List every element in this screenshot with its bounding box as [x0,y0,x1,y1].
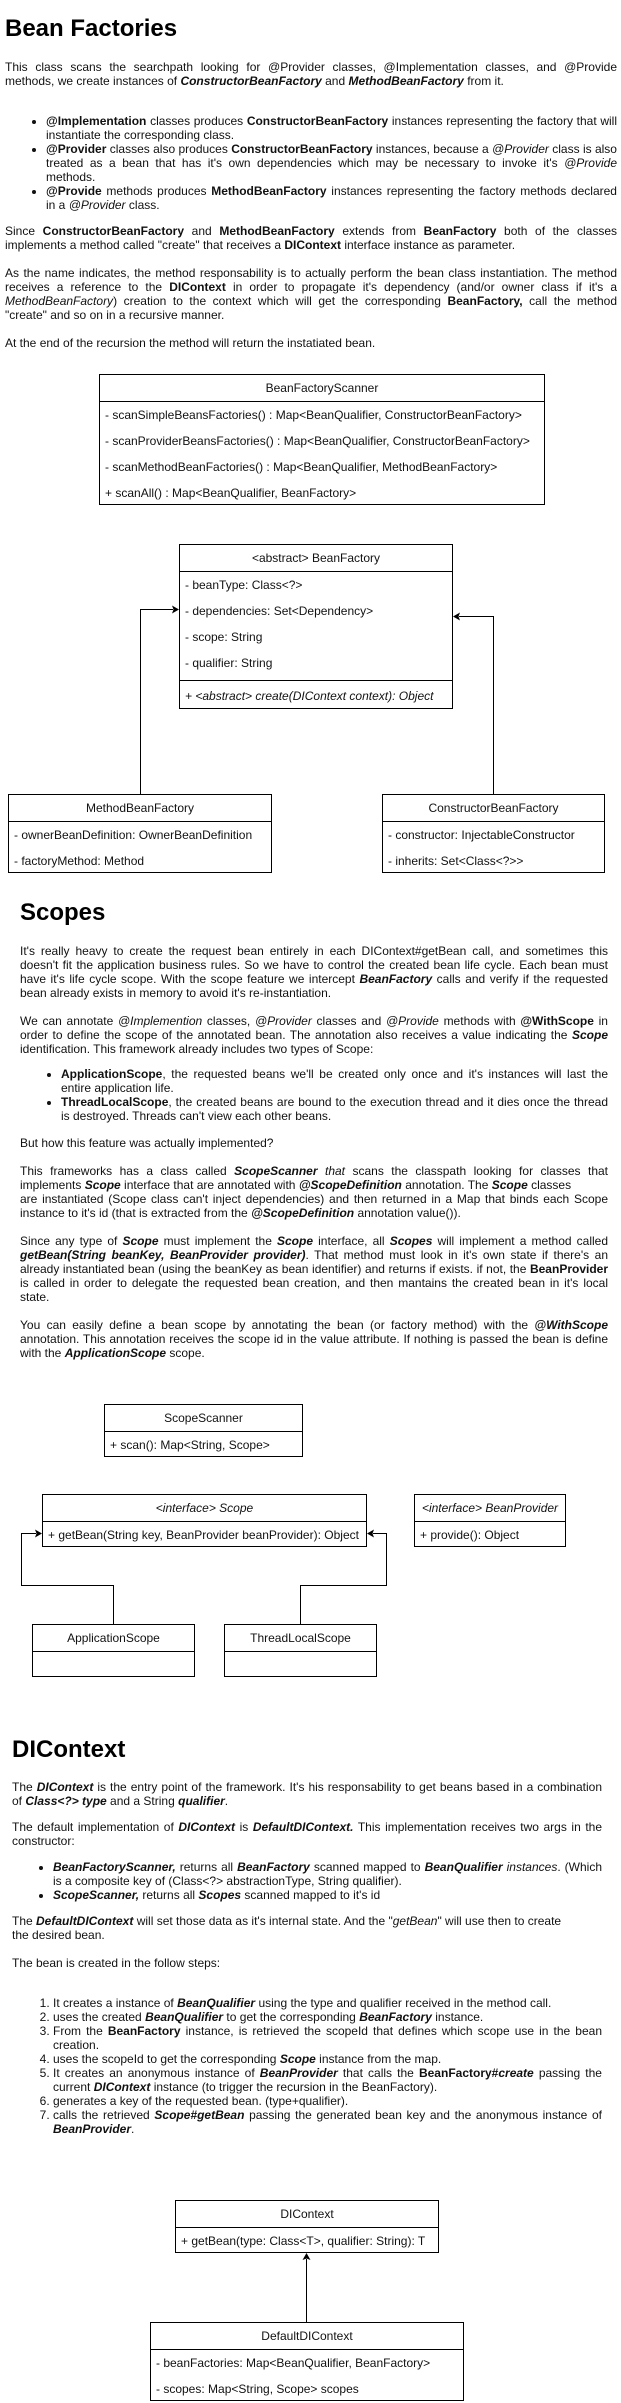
text-run: Scope [122,1234,159,1248]
text-run: annotation. This annotation receives the scope id in the value attribute. If nothing is passed the bean is define with the [20,1332,608,1360]
text-run: @ScopeDefinition [251,1206,355,1220]
text-run: Scope [279,2052,316,2066]
arrowhead-icon [35,1530,42,1538]
text-run: BeanFactory# [418,2066,499,2080]
text-run: generates a key of the requested bean. (type+qualifier). [53,2094,349,2108]
text-run: BeanQualifier [145,2010,224,2024]
text-run: in order to propagate it's dependency (and/or owner class if it's a [225,280,617,294]
text-run: identification. This framework already includes two types of Scope: [20,1042,374,1056]
text-run: @Implemention [117,1014,203,1028]
text-run: classes produces [146,114,247,128]
class-member: - qualifier: String [185,656,273,670]
class-member: + provide(): Object [420,1528,520,1542]
text-run: from it. [463,74,504,88]
text-run: annotation. The [401,1178,492,1192]
class-member: - scanMethodBeanFactories() : Map<BeanQualifier, MethodBeanFactory> [105,460,498,474]
text-run: . [224,1794,229,1808]
text-run: MethodBeanFactory [219,224,335,238]
inheritance-line-constructor-bean-factory [459,617,494,795]
text-run: From the [53,2024,108,2038]
text-run: methods produces [101,184,212,198]
text-run: passing the generated bean key and the anonymous instance of [244,2108,602,2122]
text-run: DIContext [93,2080,151,2094]
class-member: - constructor: InjectableConstructor [388,828,575,842]
text-run: extends from [334,224,424,238]
text-run: The bean is created in the follow steps: [12,1956,221,1970]
text-run: ApplicationScope [64,1346,167,1360]
class-name: ScopeScanner [105,1405,302,1432]
class-member: - scanProviderBeansFactories() : Map<BeanQualifier, ConstructorBeanFactory> [105,434,530,448]
text-run: ) creation to the context which will get the corresponding [113,294,448,308]
text-run: @WithScope [520,1014,594,1028]
text-run: Since any type of [20,1234,123,1248]
text-run: " will use then to create [437,1914,562,1928]
text-run: @Provide [46,184,102,198]
text-run: The [12,1914,37,1928]
text-run: classes also produces [106,142,232,156]
text-run: ThreadLocalScope [61,1095,169,1109]
text-run: MethodBeanFactory [211,184,327,198]
text-run: instance from the map. [315,2052,442,2066]
text-run: , the requested beans we'll be created only once and it's instances will last the entire application life. [61,1067,608,1095]
text-run: instances [502,1860,558,1874]
text-run: using the type and qualifier received in the method call. [255,1996,552,2010]
text-run: @ScopeDefinition [298,1178,402,1192]
text-run: are instantiated (Scope class can't inject dependencies) and then returned in a Map that binds each Scope instance to it's id (that is extracted from the [20,1192,608,1220]
text-run: is [235,1820,253,1834]
text-run: @Provider [46,142,107,156]
text-run: getBean [392,1914,438,1928]
inheritance-line-method-bean-factory [141,610,174,795]
text-run: interface instance as parameter. [341,238,516,252]
text-run: This class scans the searchpath looking for @Provider classes, @Implementation classes, and @Provide methods, we create instances of [5,60,617,88]
text-run: Class<?> type [25,1794,107,1808]
arrowhead-icon [453,613,460,621]
class-method: + <abstract> create(DIContext context): Object [180,680,452,711]
text-run: As the name indicates, the method responsability is to actually perform the bean class instantiation. The method receives a reference to the [5,266,617,294]
class-name: <abstract> BeanFactory [180,545,452,572]
class-member: - beanFactories: Map<BeanQualifier, BeanFactory> [156,2356,431,2370]
text-run: scanned mapped to it's id [241,1888,381,1902]
text-run: BeanFactory, [447,294,523,308]
text-run: @Provider [254,1014,312,1028]
class-name: DIContext [176,2201,438,2228]
text-run: The [12,1780,37,1794]
section-title-scopes: Scopes [20,899,106,926]
text-run: Scopes [389,1234,433,1248]
text-run: It's really heavy to create the request bean entirely in each DIContext#getBean call, and sometimes this doesn't fit the application business rules. So we have to control the created bean life cycle. Each bean must have it's life cycle scope. With the scope feature we intercept [20,944,608,986]
text-run: will implement a method called [432,1234,609,1248]
text-run: instance, is retrieved the scopeId that defines which scope use in the bean creation. [53,2024,602,2052]
text-run: scanned mapped to [309,1860,425,1874]
class-member: - scopes: Map<String, Scope> scopes [156,2382,359,2396]
class-name: MethodBeanFactory [9,795,271,822]
text-run: Scope [491,1178,528,1192]
text-run: @WithScope [534,1318,608,1332]
text-run: ScopeScanner, [53,1888,140,1902]
class-member: - beanType: Class<?> [185,578,303,592]
text-run: @Implementation [46,114,147,128]
text-run: in order to define the scope of the annotated bean. The annotation also receives a value indicating the [20,1014,608,1042]
text-run: BeanFactory [237,1860,310,1874]
text-run: DefaultDIContext [36,1914,134,1928]
text-run: It creates an anonymous instance of [53,2066,260,2080]
text-run: classes, [202,1014,255,1028]
text-run: @Provider [68,198,126,212]
class-member: - scanSimpleBeansFactories() : Map<BeanQualifier, ConstructorBeanFactory> [105,408,522,422]
text-run: returns all [175,1860,238,1874]
text-run: instance (to trigger the recursion in the BeanFactory). [150,2080,438,2094]
text-run: must implement the [158,1234,277,1248]
text-run: returns all [139,1888,199,1902]
text-run: @Provide [385,1014,439,1028]
text-run: BeanFactoryScanner, [53,1860,176,1874]
text-run: methods with [438,1014,521,1028]
text-run: Scope [571,1028,608,1042]
text-run: uses the created [53,2010,146,2024]
text-run: call the method "create" and so on in a recursive manner. [5,294,617,322]
text-run: This frameworks has a class called [20,1164,235,1178]
text-run: DIContext [284,238,341,252]
text-run: to get the corresponding [223,2010,360,2024]
text-run: BeanProvider [53,2122,132,2136]
text-run: ScopeScanner [234,1164,318,1178]
text-run: and [321,74,349,88]
arrowhead-icon [172,606,179,614]
implements-line-application-scope [22,1534,114,1625]
class-member: - inherits: Set<Class<?>> [388,854,524,868]
class-member: - dependencies: Set<Dependency> [185,604,374,618]
text-run: MethodBeanFactory [348,74,464,88]
text-run: The default implementation of [12,1820,179,1834]
text-run: both of the classes implements a method called "create" that receives a [5,224,618,252]
text-run: BeanQualifier [177,1996,256,2010]
class-name: BeanFactoryScanner [100,375,544,402]
text-run: instance. [431,2010,484,2024]
class-member: - factoryMethod: Method [14,854,145,868]
text-run: ApplicationScope [61,1067,163,1081]
text-run: scans the classpath looking for classes that implements [20,1164,609,1192]
text-run: DIContext [178,1820,236,1834]
text-run: Scope [277,1234,314,1248]
text-run: We can annotate [20,1014,118,1028]
text-run: instances representing the factory methods declared in a [46,184,617,212]
text-run: instances, because a [372,142,493,156]
text-run: is the entry point of the framework. It's his responsability to get beans based in a combination of [12,1780,602,1808]
text-run: class. [125,198,160,212]
text-run: ConstructorBeanFactory [180,74,322,88]
class-name: ThreadLocalScope [225,1625,376,1652]
text-run: BeanQualifier [424,1860,503,1874]
text-run: Scope#getBean [154,2108,245,2122]
text-run: is called in order to delegate the requested bean creation, and then mantains the created bean in it's local state. [20,1276,608,1304]
class-name: ConstructorBeanFactory [383,795,604,822]
class-member: + scanAll() : Map<BeanQualifier, BeanFactory> [105,486,357,500]
text-run: getBean(String beanKey, BeanProvider provider) [20,1248,306,1262]
text-run: the desired bean. [12,1928,105,1942]
text-run: Scopes [198,1888,242,1902]
text-run: calls and verify if the requested bean already exists in memory to avoid it's re-instantiation. [20,972,608,1000]
implements-line-thread-local-scope [301,1534,387,1625]
section-title-dicontext: DIContext [12,1736,126,1763]
text-run: . [131,2122,135,2136]
text-run: qualifier [178,1794,225,1808]
text-run: DIContext [36,1780,94,1794]
text-run: interface, all [313,1234,390,1248]
class-member: - ownerBeanDefinition: OwnerBeanDefinition [14,828,253,842]
text-run: @Provide [564,156,617,170]
text-run: and a String [106,1794,179,1808]
text-run: Since [5,224,43,238]
text-run: that [317,1164,346,1178]
text-run: interface that are annotated with [120,1178,299,1192]
text-run: ConstructorBeanFactory [42,224,185,238]
text-run: BeanFactory [359,2010,432,2024]
text-run: BeanProvider [259,2066,338,2080]
text-run: classes [527,1178,572,1192]
class-name: DefaultDIContext [151,2323,463,2350]
section-title-bean-factories: Bean Factories [5,15,178,42]
text-run: that calls the [337,2066,419,2080]
class-name: <interface> Scope [43,1495,366,1522]
class-name: ApplicationScope [33,1625,194,1652]
text-run: BeanFactory [107,2024,181,2038]
text-run: methods. [46,170,96,184]
arrowhead-icon [303,2253,311,2260]
text-run: DefaultDIContext. [252,1820,354,1834]
text-run: uses the scopeId to get the corresponding [53,2052,280,2066]
arrowhead-icon [367,1530,374,1538]
text-run: class is also treated as a bean that has it's own dependencies which may be necessary to invoke it's [46,142,617,170]
text-run: BeanFactory [359,972,433,986]
text-run: instances representing the factory that will instantiate the corresponding class. [46,114,618,142]
text-run: @Provider [492,142,549,156]
text-run: Scope [84,1178,121,1192]
class-member: - scope: String [185,630,263,644]
class-name: <interface> BeanProvider [415,1495,565,1522]
text-run: will set those data as it's internal state. And the " [133,1914,393,1928]
text-run: annotation value()). [354,1206,461,1220]
text-run: BeanFactory [423,224,497,238]
text-run: calls the retrieved [53,2108,155,2122]
text-run: DIContext [169,280,226,294]
text-run: But how this feature was actually implemented? [20,1136,274,1150]
text-run: passing the current [53,2066,602,2094]
class-member: + getBean(String key, BeanProvider beanProvider): Object [48,1528,359,1542]
text-run: and [184,224,220,238]
text-run: MethodBeanFactory [5,294,114,308]
class-member: + scan(): Map<String, Scope> [110,1438,270,1452]
text-run: ConstructorBeanFactory [246,114,389,128]
text-run: It creates a instance of [53,1996,178,2010]
class-member: + getBean(type: Class<T>, qualifier: String): T [181,2234,426,2248]
text-run: ConstructorBeanFactory [231,142,373,156]
text-run: . (Which is a composite key of (Class<?> abstractionType, String qualifier). [53,1860,603,1888]
text-run: , the created beans are bound to the execution thread and it dies once the thread is destroyed. Threads can't view each other beans. [61,1095,608,1123]
text-run: At the end of the recursion the method will return the instatiated bean. [5,336,376,350]
text-run: BeanProvider [529,1262,608,1276]
text-run: This implementation receives two args in the constructor: [12,1820,602,1848]
text-run: . That method must look in it's own state if there's an already instantiated bean (using the beanKey as bean identifier) and returns if exists. if not, the [20,1248,608,1276]
text-run: scope. [166,1346,205,1360]
text-run: classes and [311,1014,386,1028]
text-run: create [498,2066,534,2080]
text-run: You can easily define a bean scope by annotating the bean (or factory method) with the [20,1318,535,1332]
